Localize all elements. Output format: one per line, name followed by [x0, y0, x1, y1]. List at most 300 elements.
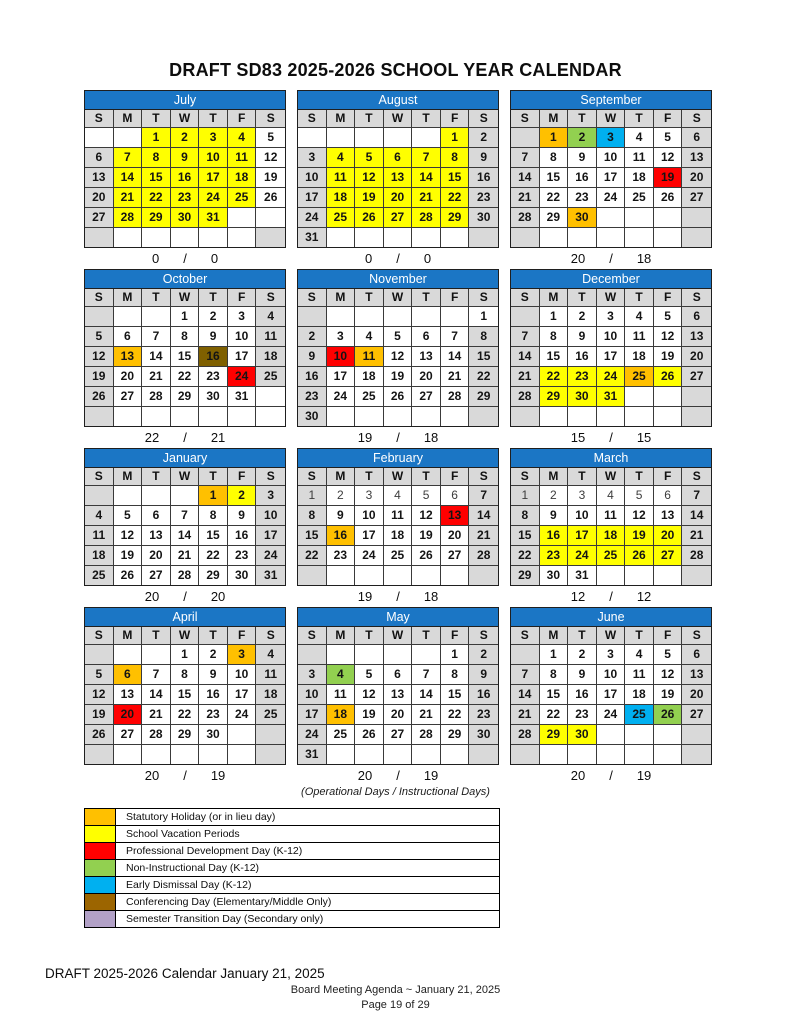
week-row: [298, 347, 498, 367]
day-cell: 9: [568, 327, 597, 347]
day-cell: 13: [682, 148, 711, 168]
day-cell: 17: [298, 188, 327, 208]
day-cell: [682, 745, 711, 764]
day-cell: 17: [327, 367, 356, 387]
legend: [84, 808, 500, 928]
day-cell: 30: [228, 566, 257, 585]
day-cell: 14: [142, 347, 171, 367]
day-header: T: [142, 110, 171, 128]
day-header: S: [511, 110, 540, 128]
day-cell: 30: [469, 725, 498, 745]
month-totals: [510, 765, 712, 785]
day-cell: 2: [568, 645, 597, 665]
day-cell: [228, 407, 257, 426]
day-cell: 30: [171, 208, 200, 228]
week-row: [298, 208, 498, 228]
week-row: [298, 486, 498, 506]
day-header: M: [540, 627, 569, 645]
day-cell: 23: [540, 546, 569, 566]
day-cell: 1: [511, 486, 540, 506]
day-cell: 5: [355, 148, 384, 168]
day-cell: 27: [412, 387, 441, 407]
month-february: [297, 448, 499, 606]
day-cell: 21: [441, 367, 470, 387]
day-cell: 14: [469, 506, 498, 526]
week-row: [85, 188, 285, 208]
day-header: F: [654, 627, 683, 645]
legend-color-swatch: [85, 860, 116, 876]
day-cell: 24: [327, 387, 356, 407]
day-cell: [355, 745, 384, 764]
day-cell: 1: [199, 486, 228, 506]
day-cell: 24: [256, 546, 285, 566]
month-table-october: [84, 269, 286, 427]
month-title: November: [298, 270, 498, 289]
day-cell: 10: [568, 506, 597, 526]
day-header: S: [298, 289, 327, 307]
day-cell: 3: [228, 307, 257, 327]
day-cell: 22: [199, 546, 228, 566]
day-cell: 28: [412, 208, 441, 228]
day-cell: 13: [114, 685, 143, 705]
day-cell: 25: [85, 566, 114, 585]
day-cell: 7: [412, 148, 441, 168]
day-cell: 6: [142, 506, 171, 526]
day-cell: 30: [568, 387, 597, 407]
day-cell: 7: [412, 665, 441, 685]
day-cell: 21: [682, 526, 711, 546]
day-cell: 27: [384, 208, 413, 228]
day-cell: [298, 307, 327, 327]
day-cell: 8: [511, 506, 540, 526]
day-cell: 30: [298, 407, 327, 426]
month-april: [84, 607, 286, 785]
day-cell: 2: [469, 645, 498, 665]
day-cell: 31: [256, 566, 285, 585]
day-cell: 15: [469, 347, 498, 367]
day-cell: 28: [469, 546, 498, 566]
day-cell: 26: [412, 546, 441, 566]
day-cell: 22: [441, 705, 470, 725]
day-cell: 22: [441, 188, 470, 208]
day-header: M: [114, 110, 143, 128]
day-cell: 21: [171, 546, 200, 566]
day-cell: 8: [441, 665, 470, 685]
week-row: [511, 188, 711, 208]
day-cell: 3: [597, 645, 626, 665]
month-title: December: [511, 270, 711, 289]
day-header: M: [540, 110, 569, 128]
legend-color-swatch: [85, 826, 116, 842]
day-cell: 17: [256, 526, 285, 546]
day-cell: [114, 645, 143, 665]
day-header: T: [142, 468, 171, 486]
operational-days: 15: [570, 430, 586, 445]
day-cell: 28: [682, 546, 711, 566]
week-row: [298, 645, 498, 665]
day-cell: 7: [114, 148, 143, 168]
day-cell: 16: [469, 685, 498, 705]
day-cell: 31: [199, 208, 228, 228]
day-cell: 12: [355, 168, 384, 188]
month-table-august: [297, 90, 499, 248]
day-cell: 20: [114, 705, 143, 725]
day-cell: 8: [171, 327, 200, 347]
legend-row: [85, 860, 499, 877]
day-cell: 31: [228, 387, 257, 407]
day-header-row: [85, 110, 285, 128]
day-cell: 18: [355, 367, 384, 387]
day-header: F: [441, 289, 470, 307]
day-cell: 21: [511, 367, 540, 387]
instructional-days: 19: [210, 768, 226, 783]
day-cell: 5: [384, 327, 413, 347]
day-cell: 27: [114, 387, 143, 407]
day-cell: 1: [171, 645, 200, 665]
totals-slash: /: [183, 430, 187, 445]
day-cell: [142, 228, 171, 247]
day-cell: 27: [85, 208, 114, 228]
day-cell: 27: [441, 546, 470, 566]
day-cell: 28: [511, 387, 540, 407]
day-cell: 12: [355, 685, 384, 705]
day-cell: [171, 486, 200, 506]
week-row: [85, 347, 285, 367]
day-cell: 19: [412, 526, 441, 546]
day-cell: 1: [441, 128, 470, 148]
operational-days: 20: [570, 251, 586, 266]
day-header: F: [441, 468, 470, 486]
day-cell: 20: [412, 367, 441, 387]
day-cell: 29: [540, 387, 569, 407]
day-cell: [384, 745, 413, 764]
day-cell: 2: [568, 307, 597, 327]
day-cell: 26: [355, 725, 384, 745]
day-cell: 19: [355, 188, 384, 208]
day-cell: 16: [568, 168, 597, 188]
week-row: [85, 566, 285, 585]
day-cell: 24: [597, 705, 626, 725]
day-cell: [256, 208, 285, 228]
day-cell: 10: [597, 665, 626, 685]
day-cell: 29: [511, 566, 540, 585]
month-title: September: [511, 91, 711, 110]
week-row: [85, 705, 285, 725]
day-cell: [568, 228, 597, 247]
day-cell: 18: [228, 168, 257, 188]
day-cell: [85, 128, 114, 148]
day-cell: 20: [682, 168, 711, 188]
day-cell: 27: [114, 725, 143, 745]
day-cell: 7: [511, 665, 540, 685]
day-header: M: [114, 468, 143, 486]
day-cell: 14: [511, 168, 540, 188]
month-title: January: [85, 449, 285, 468]
day-header: T: [625, 110, 654, 128]
day-header: S: [469, 289, 498, 307]
day-header: F: [228, 468, 257, 486]
operational-days: 20: [357, 768, 373, 783]
day-cell: 17: [568, 526, 597, 546]
day-cell: 11: [625, 148, 654, 168]
day-header: W: [171, 289, 200, 307]
day-cell: [654, 228, 683, 247]
day-cell: 10: [199, 148, 228, 168]
day-cell: 6: [682, 128, 711, 148]
day-header: W: [171, 468, 200, 486]
day-cell: 24: [298, 208, 327, 228]
day-cell: 2: [298, 327, 327, 347]
totals-slash: /: [396, 768, 400, 783]
day-cell: 8: [540, 665, 569, 685]
day-cell: 4: [625, 307, 654, 327]
day-cell: [568, 745, 597, 764]
day-cell: 5: [114, 506, 143, 526]
operational-days: 20: [570, 768, 586, 783]
day-cell: 6: [682, 645, 711, 665]
week-row: [511, 327, 711, 347]
day-cell: 26: [384, 387, 413, 407]
totals-slash: /: [183, 251, 187, 266]
day-cell: 23: [171, 188, 200, 208]
day-cell: 25: [625, 705, 654, 725]
day-cell: [469, 566, 498, 585]
instructional-days: 19: [423, 768, 439, 783]
day-cell: 19: [85, 705, 114, 725]
day-cell: 29: [540, 208, 569, 228]
day-header: W: [171, 627, 200, 645]
day-cell: 8: [142, 148, 171, 168]
day-cell: [142, 645, 171, 665]
day-cell: [114, 407, 143, 426]
week-row: [511, 128, 711, 148]
day-cell: 19: [654, 168, 683, 188]
day-cell: 28: [142, 725, 171, 745]
day-cell: 13: [384, 685, 413, 705]
month-title: August: [298, 91, 498, 110]
totals-slash: /: [183, 768, 187, 783]
legend-color-swatch: [85, 877, 116, 893]
legend-color-swatch: [85, 843, 116, 859]
day-cell: [441, 566, 470, 585]
day-cell: 6: [114, 327, 143, 347]
day-header: S: [256, 289, 285, 307]
day-cell: 11: [384, 506, 413, 526]
day-cell: 22: [171, 705, 200, 725]
operational-days: 12: [570, 589, 586, 604]
day-cell: 10: [597, 327, 626, 347]
day-cell: 20: [682, 347, 711, 367]
instructional-days: 21: [210, 430, 226, 445]
month-totals: [297, 765, 499, 785]
day-cell: [540, 228, 569, 247]
day-cell: [625, 387, 654, 407]
week-row: [511, 705, 711, 725]
day-cell: 21: [114, 188, 143, 208]
day-cell: 24: [597, 188, 626, 208]
week-row: [298, 725, 498, 745]
day-cell: [682, 387, 711, 407]
month-totals: [84, 765, 286, 785]
day-cell: 16: [199, 347, 228, 367]
day-cell: [412, 128, 441, 148]
week-row: [298, 188, 498, 208]
day-header: W: [171, 110, 200, 128]
day-header: T: [355, 627, 384, 645]
totals-slash: /: [609, 430, 613, 445]
day-header: S: [682, 110, 711, 128]
week-row: [85, 208, 285, 228]
week-row: [85, 506, 285, 526]
day-cell: [441, 307, 470, 327]
week-row: [298, 546, 498, 566]
week-row: [511, 506, 711, 526]
day-cell: 2: [228, 486, 257, 506]
day-header: F: [228, 289, 257, 307]
day-cell: 7: [171, 506, 200, 526]
day-cell: 27: [682, 367, 711, 387]
week-row: [298, 128, 498, 148]
legend-label: Conferencing Day (Elementary/Middle Only): [126, 896, 332, 908]
day-cell: 16: [469, 168, 498, 188]
totals-slash: /: [396, 251, 400, 266]
day-cell: 10: [327, 347, 356, 367]
day-cell: 29: [469, 387, 498, 407]
day-cell: 31: [568, 566, 597, 585]
day-cell: 18: [256, 347, 285, 367]
day-cell: 20: [142, 546, 171, 566]
day-cell: 14: [412, 168, 441, 188]
day-header: W: [597, 110, 626, 128]
day-cell: 23: [228, 546, 257, 566]
month-table-november: [297, 269, 499, 427]
day-header: W: [384, 627, 413, 645]
day-header-row: [298, 289, 498, 307]
day-cell: [298, 128, 327, 148]
day-header-row: [85, 289, 285, 307]
day-cell: 10: [597, 148, 626, 168]
day-cell: 21: [511, 188, 540, 208]
week-row: [85, 546, 285, 566]
week-row: [511, 228, 711, 247]
day-cell: 9: [327, 506, 356, 526]
day-cell: 15: [142, 168, 171, 188]
week-row: [511, 367, 711, 387]
day-cell: 14: [412, 685, 441, 705]
day-cell: 24: [228, 367, 257, 387]
month-table-april: [84, 607, 286, 765]
day-header: T: [625, 289, 654, 307]
week-row: [298, 665, 498, 685]
page-title: DRAFT SD83 2025-2026 SCHOOL YEAR CALENDAR: [169, 60, 622, 80]
day-cell: [355, 228, 384, 247]
day-cell: 14: [682, 506, 711, 526]
day-cell: 16: [298, 367, 327, 387]
day-header: T: [625, 627, 654, 645]
day-cell: 31: [298, 228, 327, 247]
day-cell: 21: [412, 705, 441, 725]
day-header: S: [682, 289, 711, 307]
day-header: W: [597, 468, 626, 486]
month-january: [84, 448, 286, 606]
day-cell: 11: [355, 347, 384, 367]
day-cell: 7: [511, 327, 540, 347]
day-cell: [511, 745, 540, 764]
day-cell: 26: [654, 367, 683, 387]
month-totals: [84, 586, 286, 606]
day-header: M: [540, 468, 569, 486]
day-cell: 26: [256, 188, 285, 208]
week-row: [511, 725, 711, 745]
day-cell: [327, 745, 356, 764]
day-cell: 15: [511, 526, 540, 546]
day-cell: 6: [412, 327, 441, 347]
day-header: F: [654, 289, 683, 307]
day-cell: [412, 645, 441, 665]
day-cell: 30: [540, 566, 569, 585]
day-cell: 11: [256, 665, 285, 685]
operational-days: 20: [144, 589, 160, 604]
day-cell: 4: [256, 645, 285, 665]
week-row: [298, 387, 498, 407]
day-cell: 16: [540, 526, 569, 546]
day-cell: 5: [85, 327, 114, 347]
day-cell: 1: [540, 307, 569, 327]
day-header: S: [682, 468, 711, 486]
day-cell: [114, 486, 143, 506]
day-cell: 25: [597, 546, 626, 566]
day-cell: [597, 566, 626, 585]
day-cell: [256, 407, 285, 426]
day-cell: 25: [327, 725, 356, 745]
week-row: [298, 685, 498, 705]
day-cell: 7: [469, 486, 498, 506]
day-cell: 5: [654, 307, 683, 327]
totals-slash: /: [183, 589, 187, 604]
day-header: W: [597, 627, 626, 645]
day-cell: 29: [540, 725, 569, 745]
week-row: [85, 486, 285, 506]
month-totals: [84, 427, 286, 447]
day-cell: 3: [568, 486, 597, 506]
totals-slash: /: [609, 589, 613, 604]
operational-days: 22: [144, 430, 160, 445]
day-cell: 11: [597, 506, 626, 526]
week-row: [511, 526, 711, 546]
day-cell: [228, 725, 257, 745]
day-cell: 27: [384, 725, 413, 745]
month-title: July: [85, 91, 285, 110]
day-cell: [412, 745, 441, 764]
day-header: S: [85, 468, 114, 486]
month-totals: [510, 427, 712, 447]
day-cell: 15: [171, 685, 200, 705]
day-cell: 6: [682, 307, 711, 327]
day-cell: [384, 228, 413, 247]
day-header: T: [355, 110, 384, 128]
day-cell: 23: [469, 188, 498, 208]
day-cell: 13: [654, 506, 683, 526]
day-header-row: [298, 110, 498, 128]
week-row: [85, 327, 285, 347]
day-cell: [171, 745, 200, 764]
day-cell: 8: [540, 327, 569, 347]
day-cell: [199, 407, 228, 426]
day-cell: 4: [327, 148, 356, 168]
legend-row: [85, 911, 499, 927]
day-cell: 24: [298, 725, 327, 745]
week-row: [85, 307, 285, 327]
